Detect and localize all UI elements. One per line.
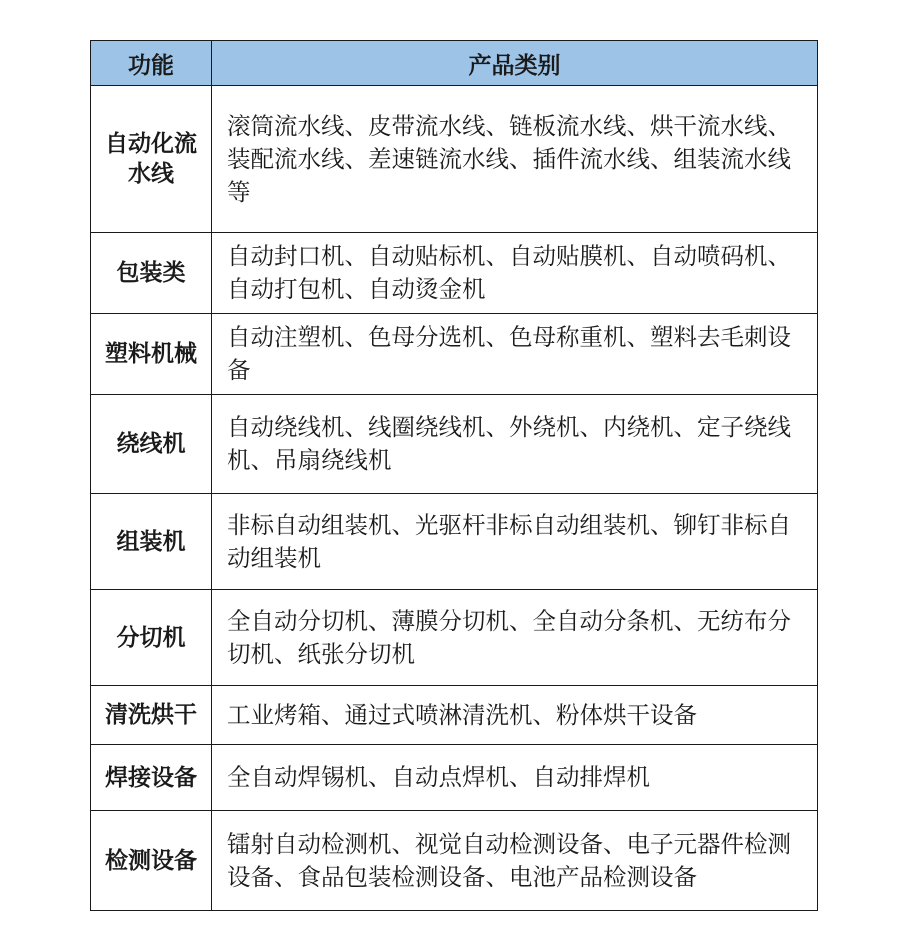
function-cell: 检测设备: [91, 811, 212, 911]
function-cell: 绕线机: [91, 395, 212, 494]
table-header-row: [91, 41, 818, 86]
table-row: [91, 590, 818, 686]
category-cell: 滚筒流水线、皮带流水线、链板流水线、烘干流水线、装配流水线、差速链流水线、插件流水线、组装流水线等: [212, 86, 818, 233]
table-row: [91, 86, 818, 233]
table-row: [91, 233, 818, 314]
function-cell: 清洗烘干: [91, 686, 212, 745]
table-row: [91, 494, 818, 590]
header-category: 产品类别: [212, 41, 818, 86]
category-cell: 自动封口机、自动贴标机、自动贴膜机、自动喷码机、自动打包机、自动烫金机: [212, 233, 818, 314]
category-cell: 工业烤箱、通过式喷淋清洗机、粉体烘干设备: [212, 686, 818, 745]
category-cell: 镭射自动检测机、视觉自动检测设备、电子元器件检测设备、食品包装检测设备、电池产品检测设备: [212, 811, 818, 911]
function-cell: 自动化流水线: [91, 86, 212, 233]
table-row: [91, 314, 818, 395]
function-cell: 焊接设备: [91, 745, 212, 811]
table-row: [91, 395, 818, 494]
function-cell: 塑料机械: [91, 314, 212, 395]
table-row: [91, 745, 818, 811]
category-cell: 自动绕线机、线圈绕线机、外绕机、内绕机、定子绕线机、吊扇绕线机: [212, 395, 818, 494]
product-category-table-wrapper: [90, 40, 817, 911]
product-category-table: [90, 40, 818, 911]
function-cell: 组装机: [91, 494, 212, 590]
function-cell: 分切机: [91, 590, 212, 686]
category-cell: 自动注塑机、色母分选机、色母称重机、塑料去毛刺设备: [212, 314, 818, 395]
function-cell: 包装类: [91, 233, 212, 314]
table-row: [91, 811, 818, 911]
category-cell: 非标自动组装机、光驱杆非标自动组装机、铆钉非标自动组装机: [212, 494, 818, 590]
category-cell: 全自动焊锡机、自动点焊机、自动排焊机: [212, 745, 818, 811]
header-function: 功能: [91, 41, 212, 86]
table-row: [91, 686, 818, 745]
category-cell: 全自动分切机、薄膜分切机、全自动分条机、无纺布分切机、纸张分切机: [212, 590, 818, 686]
